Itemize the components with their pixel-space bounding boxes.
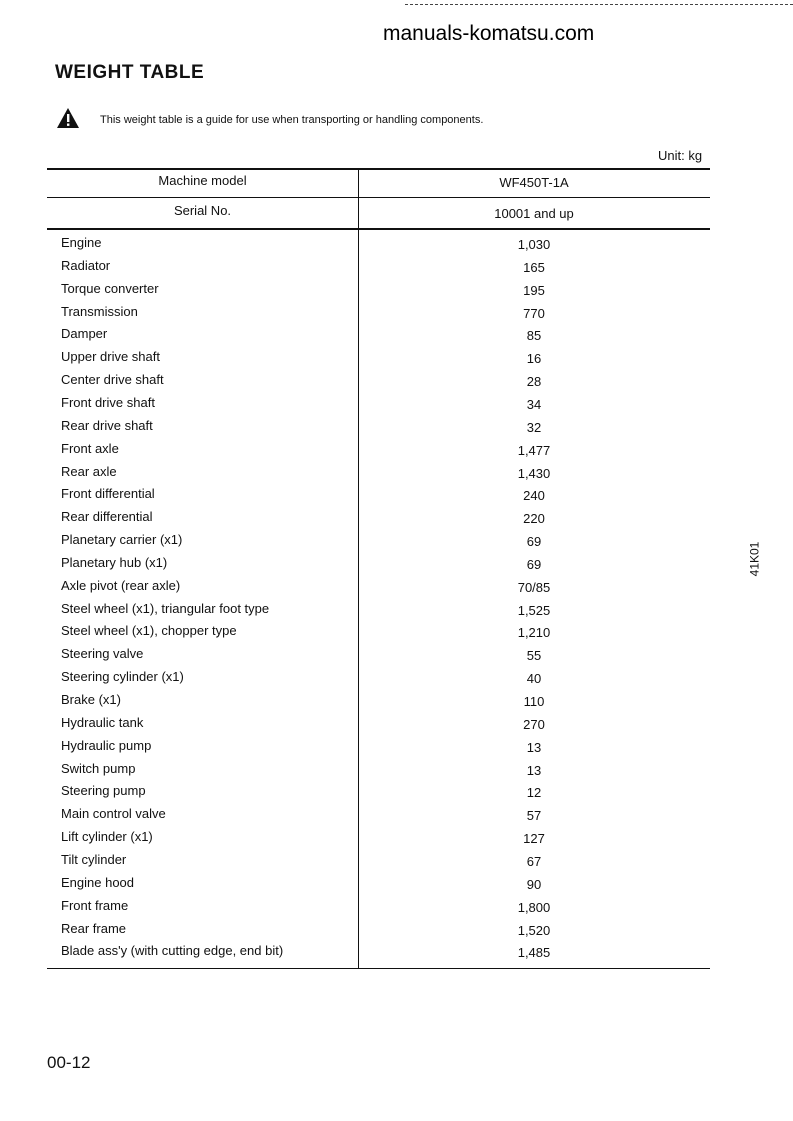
table-row bbox=[47, 921, 710, 944]
table-row bbox=[47, 555, 710, 578]
table-row bbox=[47, 943, 710, 966]
table-row bbox=[47, 738, 710, 761]
component-weight: 16 bbox=[526, 351, 542, 367]
component-weight: 195 bbox=[523, 282, 545, 298]
table-row bbox=[47, 623, 710, 646]
table-row bbox=[47, 761, 710, 784]
component-weight: 1,430 bbox=[517, 465, 551, 481]
component-weight: 70/85 bbox=[517, 579, 551, 595]
component-name: Blade ass'y (with cutting edge, end bit) bbox=[61, 943, 284, 959]
table-row bbox=[47, 372, 710, 395]
table-row bbox=[47, 692, 710, 715]
component-weight: 69 bbox=[526, 556, 542, 572]
top-dashed-border bbox=[405, 4, 793, 5]
component-name: Rear drive shaft bbox=[61, 417, 153, 433]
component-weight: 69 bbox=[526, 534, 542, 550]
machine-model-value: WF450T-1A bbox=[499, 175, 569, 190]
component-weight: 1,210 bbox=[517, 625, 551, 641]
page-title: WEIGHT TABLE bbox=[55, 62, 205, 83]
component-weight: 1,477 bbox=[517, 442, 551, 458]
component-weight: 12 bbox=[526, 785, 542, 801]
watermark: manuals-komatsu.com bbox=[383, 22, 595, 45]
side-code: 41K01 bbox=[747, 541, 762, 577]
component-name: Rear frame bbox=[61, 920, 127, 936]
component-name: Planetary hub (x1) bbox=[61, 554, 168, 570]
table-row bbox=[47, 875, 710, 898]
component-name: Engine hood bbox=[61, 874, 135, 890]
component-weight: 1,800 bbox=[517, 899, 551, 915]
table-row bbox=[47, 349, 710, 372]
component-weight: 1,525 bbox=[517, 602, 551, 618]
component-weight: 57 bbox=[526, 808, 542, 824]
table-row bbox=[47, 281, 710, 304]
table-row bbox=[47, 669, 710, 692]
page-number: 00-12 bbox=[47, 1053, 91, 1072]
header-rule bbox=[47, 197, 710, 198]
component-name: Front differential bbox=[61, 486, 155, 502]
component-name: Hydraulic pump bbox=[61, 737, 152, 753]
table-row bbox=[47, 509, 710, 532]
table-row bbox=[47, 783, 710, 806]
component-weight: 28 bbox=[526, 374, 542, 390]
component-weight: 240 bbox=[523, 488, 545, 504]
component-name: Rear differential bbox=[61, 509, 153, 525]
table-row bbox=[47, 715, 710, 738]
component-name: Steering cylinder (x1) bbox=[61, 669, 184, 685]
table-row bbox=[47, 532, 710, 555]
header-bottom-rule bbox=[47, 228, 710, 230]
table-row bbox=[47, 304, 710, 327]
component-name: Switch pump bbox=[61, 760, 136, 776]
component-name: Radiator bbox=[61, 257, 111, 273]
caution-note: This weight table is a guide for use when transporting or handling components. bbox=[100, 114, 484, 126]
table-row bbox=[47, 806, 710, 829]
component-weight: 270 bbox=[523, 716, 545, 732]
component-weight: 1,485 bbox=[517, 945, 551, 961]
component-weight: 32 bbox=[526, 419, 542, 435]
component-name: Main control valve bbox=[61, 806, 166, 822]
table-row bbox=[47, 395, 710, 418]
component-weight: 85 bbox=[526, 328, 542, 344]
component-name: Axle pivot (rear axle) bbox=[61, 577, 181, 593]
component-name: Hydraulic tank bbox=[61, 714, 144, 730]
table-row bbox=[47, 258, 710, 281]
component-name: Engine bbox=[61, 235, 102, 250]
table-row bbox=[47, 852, 710, 875]
table-row bbox=[47, 578, 710, 601]
table-row bbox=[47, 601, 710, 624]
component-name: Damper bbox=[61, 326, 108, 342]
table-row bbox=[47, 418, 710, 441]
component-name: Steering valve bbox=[61, 646, 144, 662]
component-name: Steel wheel (x1), triangular foot type bbox=[61, 600, 270, 616]
component-name: Center drive shaft bbox=[61, 372, 164, 388]
table-row bbox=[47, 646, 710, 669]
component-name: Front axle bbox=[61, 440, 119, 456]
table-row bbox=[47, 326, 710, 349]
component-name: Tilt cylinder bbox=[61, 851, 127, 867]
component-name: Steel wheel (x1), chopper type bbox=[61, 623, 237, 639]
table-row bbox=[47, 829, 710, 852]
table-row bbox=[47, 235, 710, 258]
serial-value: 10001 and up bbox=[494, 206, 574, 221]
component-weight: 127 bbox=[523, 831, 545, 847]
component-name: Torque converter bbox=[61, 280, 159, 296]
warning-icon bbox=[57, 108, 79, 128]
component-weight: 220 bbox=[523, 511, 545, 527]
component-name: Lift cylinder (x1) bbox=[61, 829, 153, 845]
component-name: Rear axle bbox=[61, 463, 117, 479]
component-name: Brake (x1) bbox=[61, 692, 121, 707]
table-top-rule bbox=[47, 168, 710, 170]
component-weight: 110 bbox=[523, 694, 545, 709]
component-weight: 55 bbox=[526, 648, 542, 664]
component-weight: 90 bbox=[526, 876, 542, 892]
component-weight: 34 bbox=[526, 396, 542, 412]
component-name: Steering pump bbox=[61, 783, 146, 799]
component-name: Planetary carrier (x1) bbox=[61, 532, 183, 548]
component-weight: 165 bbox=[523, 259, 545, 275]
component-name: Front frame bbox=[61, 897, 129, 913]
unit-label: Unit: kg bbox=[658, 148, 703, 163]
component-weight: 67 bbox=[526, 853, 542, 869]
component-weight: 770 bbox=[523, 305, 545, 321]
component-weight: 13 bbox=[526, 739, 542, 755]
component-weight: 1,030 bbox=[517, 237, 551, 252]
table-bottom-rule bbox=[47, 968, 710, 969]
table-row bbox=[47, 441, 710, 464]
component-name: Upper drive shaft bbox=[61, 349, 160, 365]
machine-model-label: Machine model bbox=[158, 173, 247, 188]
component-weight: 13 bbox=[526, 762, 542, 778]
table-row bbox=[47, 898, 710, 921]
component-name: Front drive shaft bbox=[61, 394, 155, 410]
serial-label: Serial No. bbox=[173, 203, 232, 218]
component-weight: 1,520 bbox=[517, 922, 551, 938]
component-weight: 40 bbox=[526, 671, 542, 687]
component-name: Transmission bbox=[61, 303, 138, 319]
table-row bbox=[47, 486, 710, 509]
table-row bbox=[47, 464, 710, 487]
